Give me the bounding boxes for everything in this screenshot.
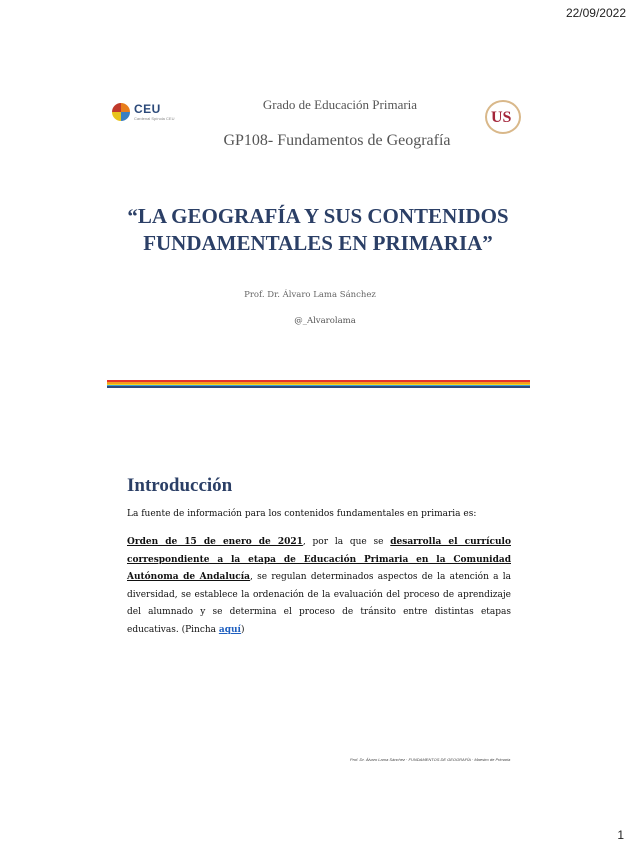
slide-title xyxy=(60,203,576,257)
curriculum-text: desarrolla el currículo correspondiente a la etapa de Educación Primaria en la Comunidad Autónoma de Andalucía xyxy=(127,537,511,582)
paragraph-close: ) xyxy=(240,624,245,635)
slide-title-line2: FUNDAMENTALES EN PRIMARIA” xyxy=(143,231,493,255)
slide-title-line1: “LA GEOGRAFÍA Y SUS CONTENIDOS xyxy=(127,204,509,228)
order-date: Orden de 15 de enero de 2021 xyxy=(127,537,303,547)
section-heading: Introducción xyxy=(127,475,233,496)
source-link[interactable]: aquí xyxy=(218,624,241,635)
ceu-logo-text: CEU xyxy=(134,102,161,116)
ceu-logo-subtitle: Cardenal Spínola CEU xyxy=(134,116,175,121)
intro-paragraph xyxy=(127,534,511,639)
author-handle: @_Alvarolama xyxy=(294,316,356,326)
intro-lead: La fuente de información para los contenidos fundamentales en primaria es: xyxy=(127,509,477,519)
author-name: Prof. Dr. Álvaro Lama Sánchez xyxy=(244,290,376,300)
decorative-stripe xyxy=(107,380,530,388)
degree-name: Grado de Educación Primaria xyxy=(262,97,418,112)
page-number: 1 xyxy=(617,828,624,842)
print-date: 22/09/2022 xyxy=(565,6,626,20)
us-logo-text: US xyxy=(491,109,512,126)
connector-text: , por la que se xyxy=(302,537,391,547)
course-name: GP108- Fundamentos de Geografía xyxy=(223,132,451,149)
slide-footer: Prof. Dr. Álvaro Lama Sánchez · FUNDAMENTOS DE GEOGRAFÍA · Maestro de Primaria xyxy=(350,757,511,762)
paragraph-rest: , se regulan determinados aspectos de la atención a la diversidad, se establece la ordenación de la evaluación del proceso de aprendizaje del alumnado y se determina el proceso de tránsito entre distintas etapas educativas. (Pincha xyxy=(127,572,512,635)
